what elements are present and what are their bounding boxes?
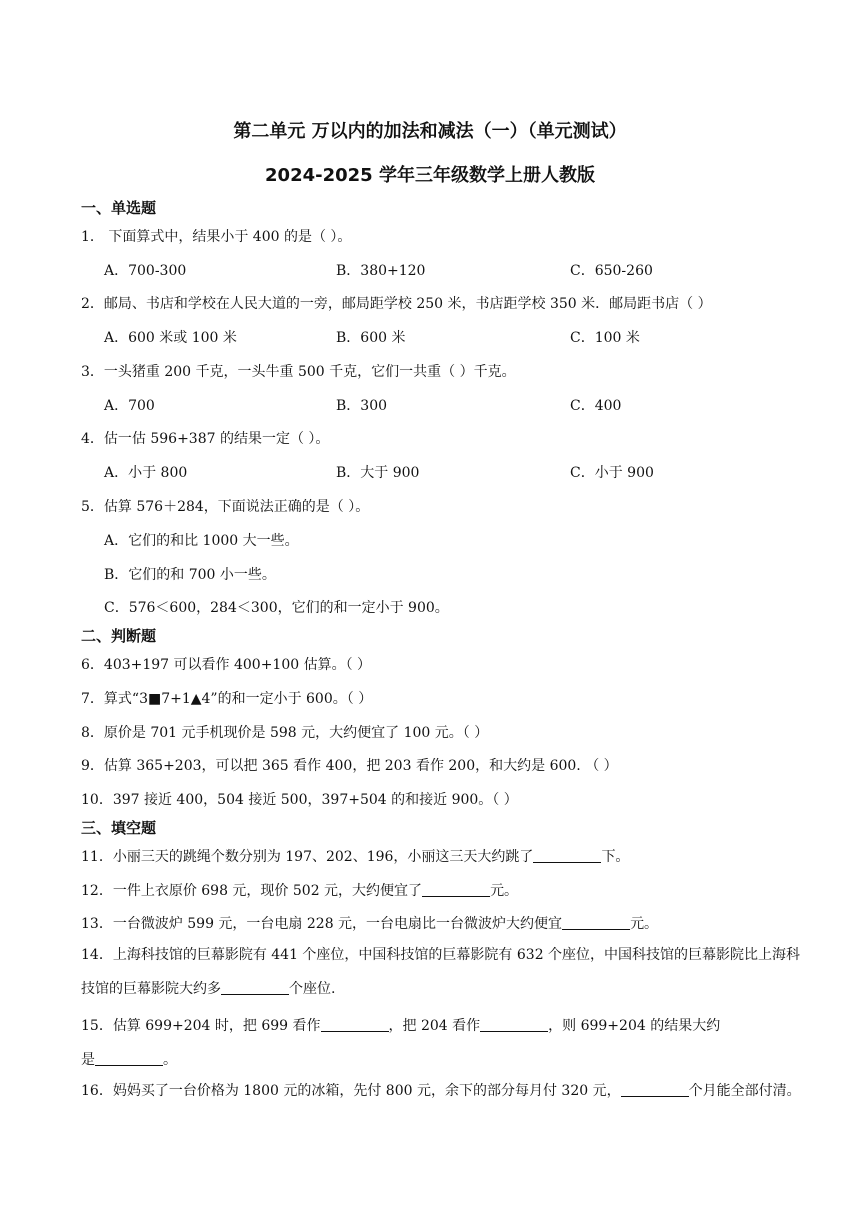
question-15-continued — [81, 1049, 177, 1069]
q2-option-b: B．600 米 — [336, 330, 406, 346]
q5-option-a: A．它们的和比 1000 大一些。 — [104, 533, 299, 549]
answer-blank[interactable] — [621, 1082, 689, 1097]
q14-text: 14．上海科技馆的巨幕影院有 441 个座位，中国科技馆的巨幕影院有 632 个座位，中国科技馆的巨幕影院比上海科技馆的巨幕影院大约多 — [81, 947, 801, 997]
answer-blank[interactable] — [95, 1051, 163, 1066]
q4-option-c: C．小于 900 — [570, 465, 654, 481]
q11-text: 11．小丽三天的跳绳个数分别为 197、202、196，小丽这三天大约跳了 — [81, 849, 534, 865]
q15-text-3: ，则 699+204 的结果大约 — [548, 1018, 721, 1034]
q13-text: 13．一台微波炉 599 元，一台电扇 228 元，一台电扇比一台微波炉大约便宜 — [81, 916, 563, 932]
page-title: 第二单元 万以内的加法和减法（一）（单元测试） — [233, 121, 627, 142]
question-15 — [81, 1015, 720, 1035]
q11-suffix: 下。 — [601, 849, 630, 865]
question-16 — [81, 1074, 801, 1108]
q16-text: 16．妈妈买了一台价格为 1800 元的冰箱，先付 800 元，余下的部分每月付 320 元， — [81, 1083, 621, 1099]
question-12 — [81, 880, 518, 900]
question-6: 6．403+197 可以看作 400+100 估算。（ ） — [81, 657, 372, 673]
answer-blank[interactable] — [321, 1017, 389, 1032]
q13-suffix: 元。 — [630, 916, 659, 932]
question-7: 7．算式“3■7+1▲4”的和一定小于 600。（ ） — [81, 691, 373, 707]
question-13 — [81, 913, 658, 933]
q4-option-b: B．大于 900 — [336, 465, 420, 481]
q3-option-a: A．700 — [104, 398, 155, 414]
question-3: 3．一头猪重 200 千克，一头牛重 500 千克，它们一共重（ ）千克。 — [81, 364, 516, 380]
question-14 — [81, 938, 801, 1006]
q16-suffix: 个月能全部付清。 — [688, 1083, 801, 1099]
section-heading-true-false: 二、判断题 — [81, 627, 157, 645]
answer-blank[interactable] — [480, 1017, 548, 1032]
question-9: 9．估算 365+203，可以把 365 看作 400，把 203 看作 200，和大约是 600. （ ） — [81, 758, 618, 774]
q15-text-2: ，把 204 看作 — [388, 1018, 481, 1034]
section-heading-single-choice: 一、单选题 — [81, 199, 157, 217]
q2-option-c: C．100 米 — [570, 330, 640, 346]
q5-option-c: C．576＜600，284＜300，它们的和一定小于 900。 — [104, 600, 449, 616]
q15-text-1: 15．估算 699+204 时，把 699 看作 — [81, 1018, 321, 1034]
q12-suffix: 元。 — [490, 883, 519, 899]
q3-option-c: C．400 — [570, 398, 622, 414]
q15-text-4: 是 — [81, 1052, 95, 1068]
question-2: 2．邮局、书店和学校在人民大道的一旁，邮局距学校 250 米，书店距学校 350 米．邮局距书店（ ） — [81, 296, 712, 312]
question-10: 10．397 接近 400，504 接近 500，397+504 的和接近 900。（ ） — [81, 792, 518, 808]
q4-option-a: A．小于 800 — [104, 465, 188, 481]
question-8: 8．原价是 701 元手机现价是 598 元，大约便宜了 100 元。（ ） — [81, 725, 489, 741]
question-1: 1． 下面算式中，结果小于 400 的是（ ）。 — [81, 229, 352, 245]
answer-blank[interactable] — [422, 882, 490, 897]
q14-suffix: 个座位. — [289, 981, 336, 997]
q1-option-b: B．380+120 — [336, 263, 426, 279]
q2-option-a: A．600 米或 100 米 — [104, 330, 237, 346]
q1-option-c: C．650-260 — [570, 263, 653, 279]
section-heading-fill-blank: 三、填空题 — [81, 819, 157, 837]
question-4: 4．估一估 596+387 的结果一定（ ）。 — [81, 431, 330, 447]
q15-text-5: 。 — [163, 1052, 177, 1068]
answer-blank[interactable] — [533, 848, 601, 863]
answer-blank[interactable] — [221, 980, 289, 995]
question-11 — [81, 846, 629, 866]
q1-option-a: A．700-300 — [104, 263, 187, 279]
page-subtitle: 2024-2025 学年三年级数学上册人教版 — [265, 165, 595, 186]
q3-option-b: B．300 — [336, 398, 388, 414]
q5-option-b: B．它们的和 700 小一些。 — [104, 567, 276, 583]
question-5: 5．估算 576＋284，下面说法正确的是（ ）。 — [81, 499, 370, 515]
answer-blank[interactable] — [562, 915, 630, 930]
q12-text: 12．一件上衣原价 698 元，现价 502 元，大约便宜了 — [81, 883, 423, 899]
